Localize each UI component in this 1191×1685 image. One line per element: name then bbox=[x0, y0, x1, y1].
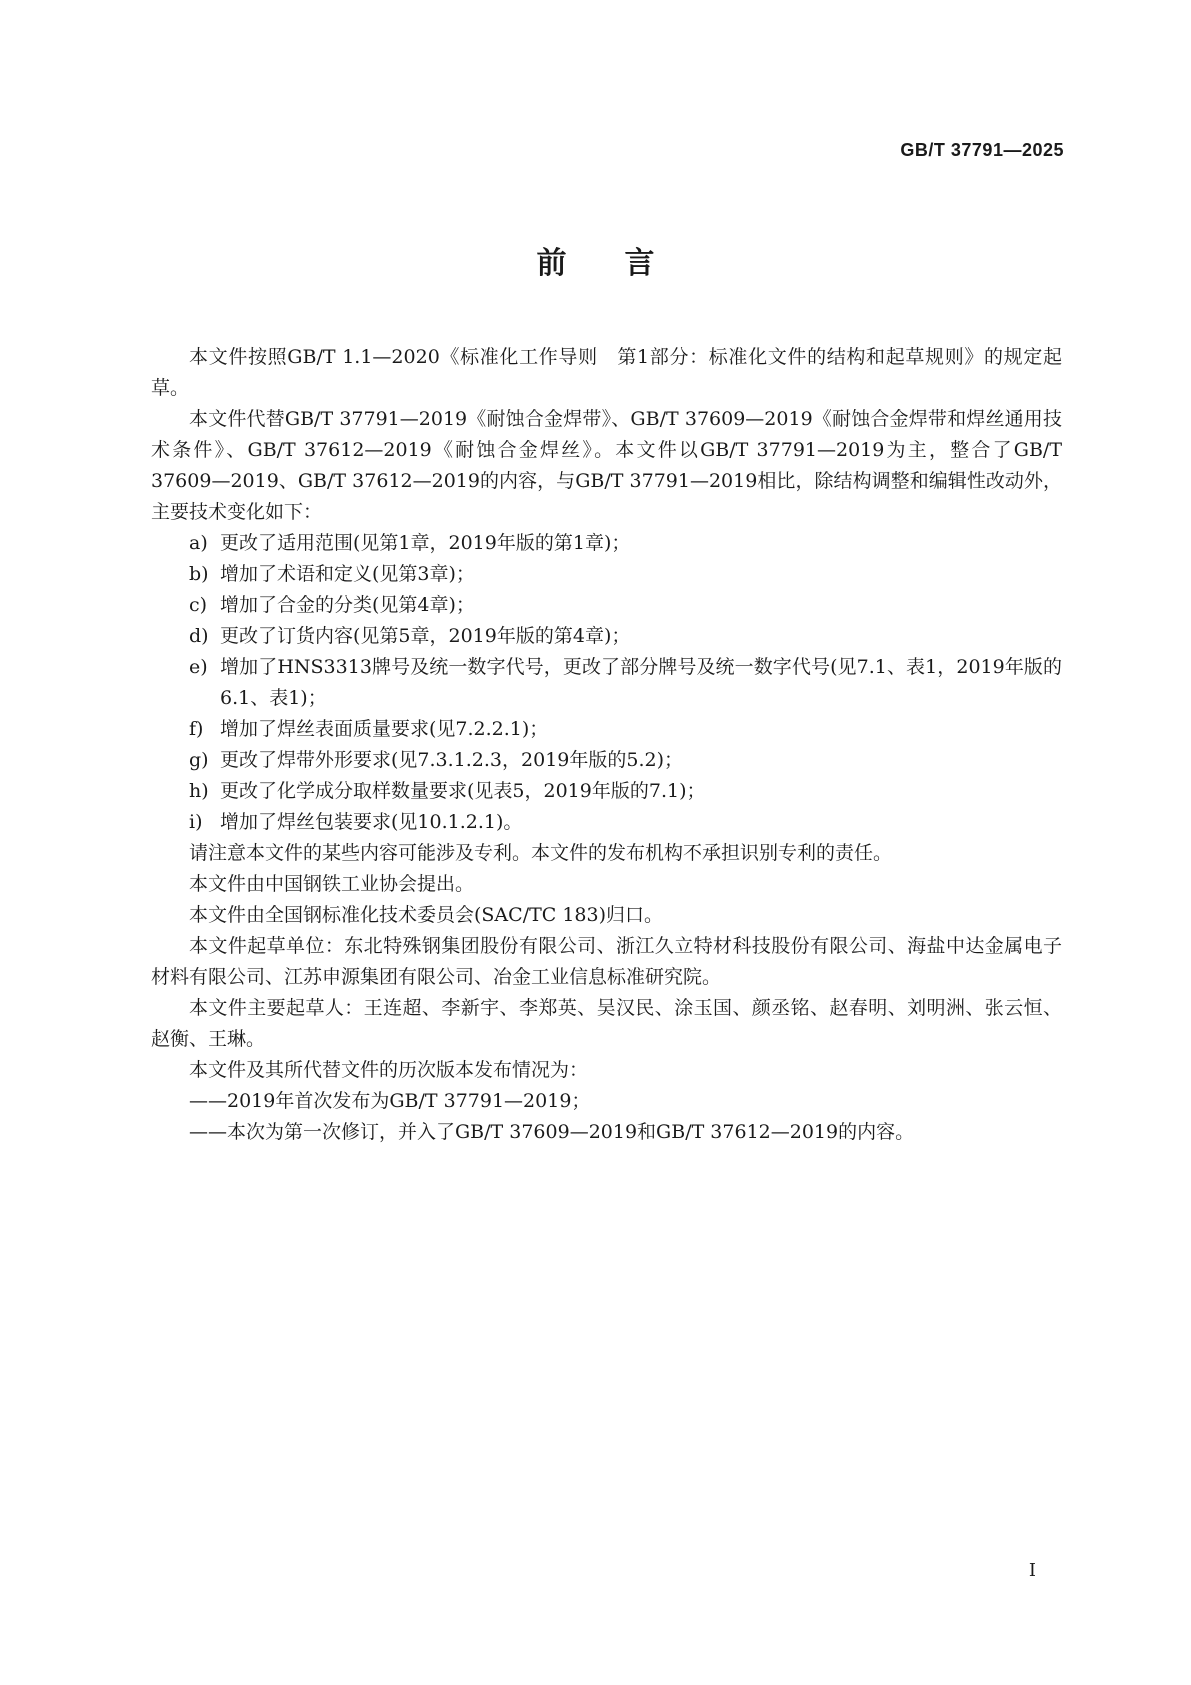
paragraph-replacement: 本文件代替GB/T 37791—2019《耐蚀合金焊带》、GB/T 37609—2019《耐蚀合金焊带和焊丝通用技术条件》、GB/T 37612—2019《耐蚀合金焊丝》。本文件以GB/T 37791—2019为主，整合了GB/T 37609—2019、GB/T 37612—2019的内容，与GB/T 37791—2019相比，除结构调整和编辑性改动外，主要技术变化如下： bbox=[151, 408, 1062, 523]
list-item bbox=[151, 776, 1062, 807]
paragraph-patent-notice: 请注意本文件的某些内容可能涉及专利。本文件的发布机构不承担识别专利的责任。 bbox=[189, 842, 893, 864]
list-marker: f) bbox=[189, 718, 204, 740]
paragraph-proposer: 本文件由中国钢铁工业协会提出。 bbox=[189, 873, 475, 895]
list-marker: i) bbox=[189, 811, 203, 833]
document-code: GB/T 37791—2025 bbox=[900, 140, 1064, 160]
list-item-text: 更改了化学成分取样数量要求(见表5，2019年版的7.1)； bbox=[220, 780, 706, 802]
list-marker: g) bbox=[189, 749, 209, 771]
list-marker: d) bbox=[189, 625, 209, 647]
history-item: ——2019年首次发布为GB/T 37791—2019； bbox=[189, 1090, 591, 1112]
list-marker: b) bbox=[189, 563, 209, 585]
history-item: ——本次为第一次修订，并入了GB/T 37609—2019和GB/T 37612—2019的内容。 bbox=[189, 1121, 915, 1143]
paragraph-drafters: 本文件主要起草人：王连超、李新宇、李郑英、吴汉民、涂玉国、颜丞铭、赵春明、刘明洲、张云恒、赵衡、王琳。 bbox=[151, 997, 1062, 1050]
document-body bbox=[151, 342, 1062, 1148]
list-marker: h) bbox=[189, 780, 209, 802]
list-marker: a) bbox=[189, 532, 208, 554]
list-item bbox=[151, 559, 1062, 590]
paragraph-drafting-rules: 本文件按照GB/T 1.1—2020《标准化工作导则 第1部分：标准化文件的结构和起草规则》的规定起草。 bbox=[151, 346, 1062, 399]
list-item-text: 更改了订货内容(见第5章，2019年版的第4章)； bbox=[220, 625, 631, 647]
list-item-text: 增加了焊丝表面质量要求(见7.2.2.1)； bbox=[220, 718, 549, 740]
list-item bbox=[151, 745, 1062, 776]
list-item-text: 更改了适用范围(见第1章，2019年版的第1章)； bbox=[220, 532, 631, 554]
page-title: 前言 bbox=[536, 246, 713, 281]
list-marker: c) bbox=[189, 594, 208, 616]
paragraph-drafting-units: 本文件起草单位：东北特殊钢集团股份有限公司、浙江久立特材科技股份有限公司、海盐中达金属电子材料有限公司、江苏申源集团有限公司、冶金工业信息标准研究院。 bbox=[151, 935, 1062, 988]
list-marker: e) bbox=[189, 656, 208, 678]
paragraph-committee: 本文件由全国钢标准化技术委员会(SAC/TC 183)归口。 bbox=[189, 904, 664, 926]
list-item bbox=[151, 528, 1062, 559]
list-item-text: 增加了合金的分类(见第4章)； bbox=[220, 594, 475, 616]
paragraph-history-intro: 本文件及其所代替文件的历次版本发布情况为： bbox=[189, 1059, 589, 1081]
list-item bbox=[151, 621, 1062, 652]
page-number: I bbox=[1028, 1560, 1036, 1581]
list-item-text: 增加了HNS3313牌号及统一数字代号，更改了部分牌号及统一数字代号(见7.1、表1，2019年版的6.1、表1)； bbox=[220, 656, 1062, 709]
changes-list bbox=[151, 528, 1062, 838]
list-item-text: 增加了术语和定义(见第3章)； bbox=[220, 563, 475, 585]
list-item bbox=[151, 714, 1062, 745]
list-item-text: 更改了焊带外形要求(见7.3.1.2.3，2019年版的5.2)； bbox=[220, 749, 683, 771]
list-item bbox=[151, 590, 1062, 621]
list-item-text: 增加了焊丝包装要求(见10.1.2.1)。 bbox=[220, 811, 523, 833]
list-item bbox=[151, 807, 1062, 838]
list-item bbox=[151, 652, 1062, 714]
